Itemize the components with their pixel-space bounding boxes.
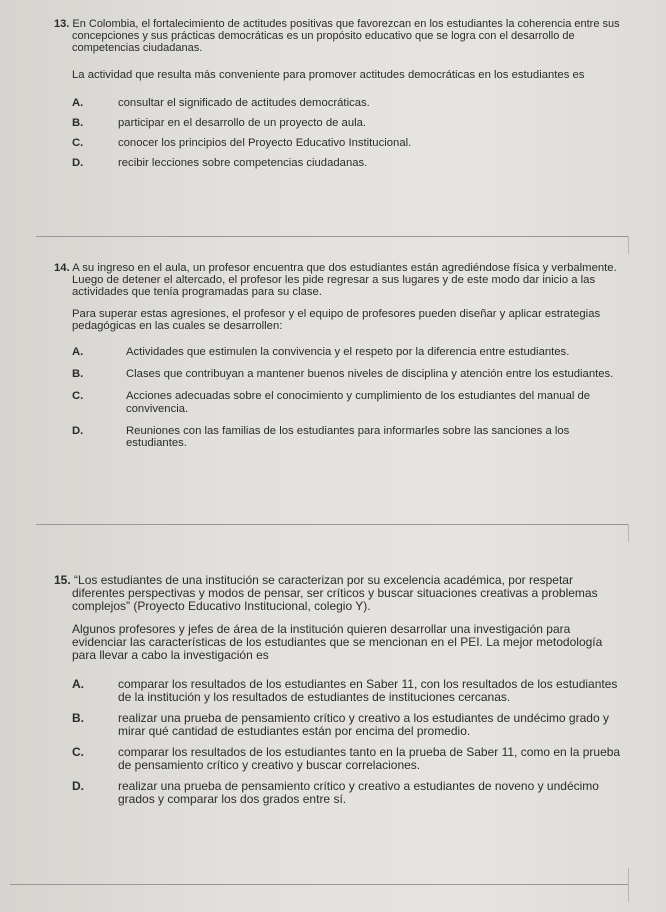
option-13-d[interactable] [32, 157, 628, 177]
question-14-options [32, 346, 628, 449]
option-13-b[interactable] [32, 117, 628, 137]
divider-14 [36, 524, 628, 525]
option-14-b-text: Clases que contribuyan a mantener buenos niveles de disciplina y atención entre los estudiantes. [126, 368, 614, 381]
question-15-prompt: Algunos profesores y jefes de área de la institución quieren desarrollar una investigación para evidenciar las características de los estudiantes que se mencionan en el PEI. La mejor metodología para llevar a cabo la investigación es [72, 622, 603, 662]
option-14-a-text: Actividades que estimulen la convivencia y el respeto por la diferencia entre estudiantes. [126, 346, 570, 359]
option-14-c[interactable] [32, 390, 628, 414]
option-13-a-text: consultar el significado de actitudes democráticas. [118, 96, 370, 109]
question-15-number: 15. [54, 573, 71, 587]
option-13-a[interactable] [32, 97, 628, 117]
option-13-c-letter: C. [72, 136, 84, 149]
question-15-stem [32, 574, 628, 613]
question-13-options [32, 97, 628, 177]
divider-13 [36, 236, 628, 237]
question-13-number: 13. [54, 18, 70, 30]
option-13-b-text: participar en el desarrollo de un proyecto de aula. [118, 116, 367, 129]
divider-13-edge [628, 236, 629, 254]
option-14-b-letter: B. [72, 368, 84, 381]
option-13-a-letter: A. [72, 96, 84, 109]
question-15-stem-text: “Los estudiantes de una institución se caracterizan por su excelencia académica, por respetar diferentes perspectivas y modos de pensar, ser críticos y buscar situaciones creativas a problemas complejos” (Proyecto Educativo Institucional, colegio Y). [72, 573, 598, 613]
question-13-stem [32, 18, 628, 55]
option-15-b-text: realizar una prueba de pensamiento crítico y creativo a los estudiantes de undécimo grado y mirar qué cantidad de estudiantes están por encima del promedio. [118, 711, 609, 738]
option-14-d-letter: D. [72, 424, 84, 437]
option-14-d[interactable] [32, 425, 628, 449]
question-15 [32, 574, 628, 806]
option-13-d-letter: D. [72, 156, 84, 169]
option-13-c-text: conocer los principios del Proyecto Educativo Institucional. [118, 136, 412, 149]
option-14-d-text: Reuniones con las familias de los estudiantes para informarles sobre las sanciones a los estudiantes. [126, 424, 570, 450]
divider-14-edge [628, 524, 629, 542]
divider-15 [10, 884, 628, 885]
question-15-options [32, 678, 628, 806]
option-15-b-letter: B. [72, 711, 84, 725]
option-14-c-text: Acciones adecuadas sobre el conocimiento y cumplimiento de los estudiantes del manual de convivencia. [126, 390, 591, 415]
question-14-stem-text: A su ingreso en el aula, un profesor encuentra que dos estudiantes están agrediéndose física y verbalmente. Luego de detener el altercado, el profesor les pide regresar a sus lugares y de este modo dar inicio a las actividades que tenía programadas para su clase. [72, 262, 617, 299]
option-14-a[interactable] [32, 346, 628, 358]
option-15-a-letter: A. [72, 677, 84, 691]
option-15-c-text: comparar los resultados de los estudiantes tanto en la prueba de Saber 11, como en la prueba de pensamiento crítico y creativo y buscar correlaciones. [118, 745, 621, 772]
option-14-b[interactable] [32, 368, 628, 380]
option-13-b-letter: B. [72, 116, 84, 129]
option-15-a-text: comparar los resultados de los estudiantes en Saber 11, con los resultados de los estudiantes de la institución y los resultados de estudiantes de instituciones cercanas. [118, 677, 618, 704]
option-14-c-letter: C. [72, 390, 84, 403]
option-13-c[interactable] [32, 137, 628, 157]
question-14-number: 14. [54, 262, 70, 274]
question-14-prompt: Para superar estas agresiones, el profesor y el equipo de profesores pueden diseñar y aplicar estrategias pedagógicas en las cuales se desarrollen: [72, 307, 601, 332]
question-13 [32, 18, 628, 177]
option-13-d-text: recibir lecciones sobre competencias ciudadanas. [118, 156, 368, 169]
question-13-stem-text: En Colombia, el fortalecimiento de actitudes positivas que favorezcan en los estudiantes la coherencia entre sus concepciones y sus prácticas democráticas es un propósito educativo que se logra con el desarrollo de competencias ciudadanas. [72, 18, 620, 55]
option-15-d-letter: D. [72, 779, 84, 793]
option-15-a[interactable] [32, 678, 628, 704]
option-15-d-text: realizar una prueba de pensamiento crítico y creativo a estudiantes de noveno y undécimo grados y comparar los dos grados entre sí. [118, 779, 599, 806]
option-15-c[interactable] [32, 746, 628, 772]
question-14-stem [32, 262, 628, 299]
option-14-a-letter: A. [72, 346, 84, 359]
option-15-b[interactable] [32, 712, 628, 738]
divider-15-edge [628, 868, 629, 902]
option-15-d[interactable] [32, 780, 628, 806]
question-13-prompt: La actividad que resulta más conveniente para promover actitudes democráticas en los estudiantes es [72, 68, 585, 81]
question-14 [32, 262, 628, 449]
option-15-c-letter: C. [72, 745, 84, 759]
